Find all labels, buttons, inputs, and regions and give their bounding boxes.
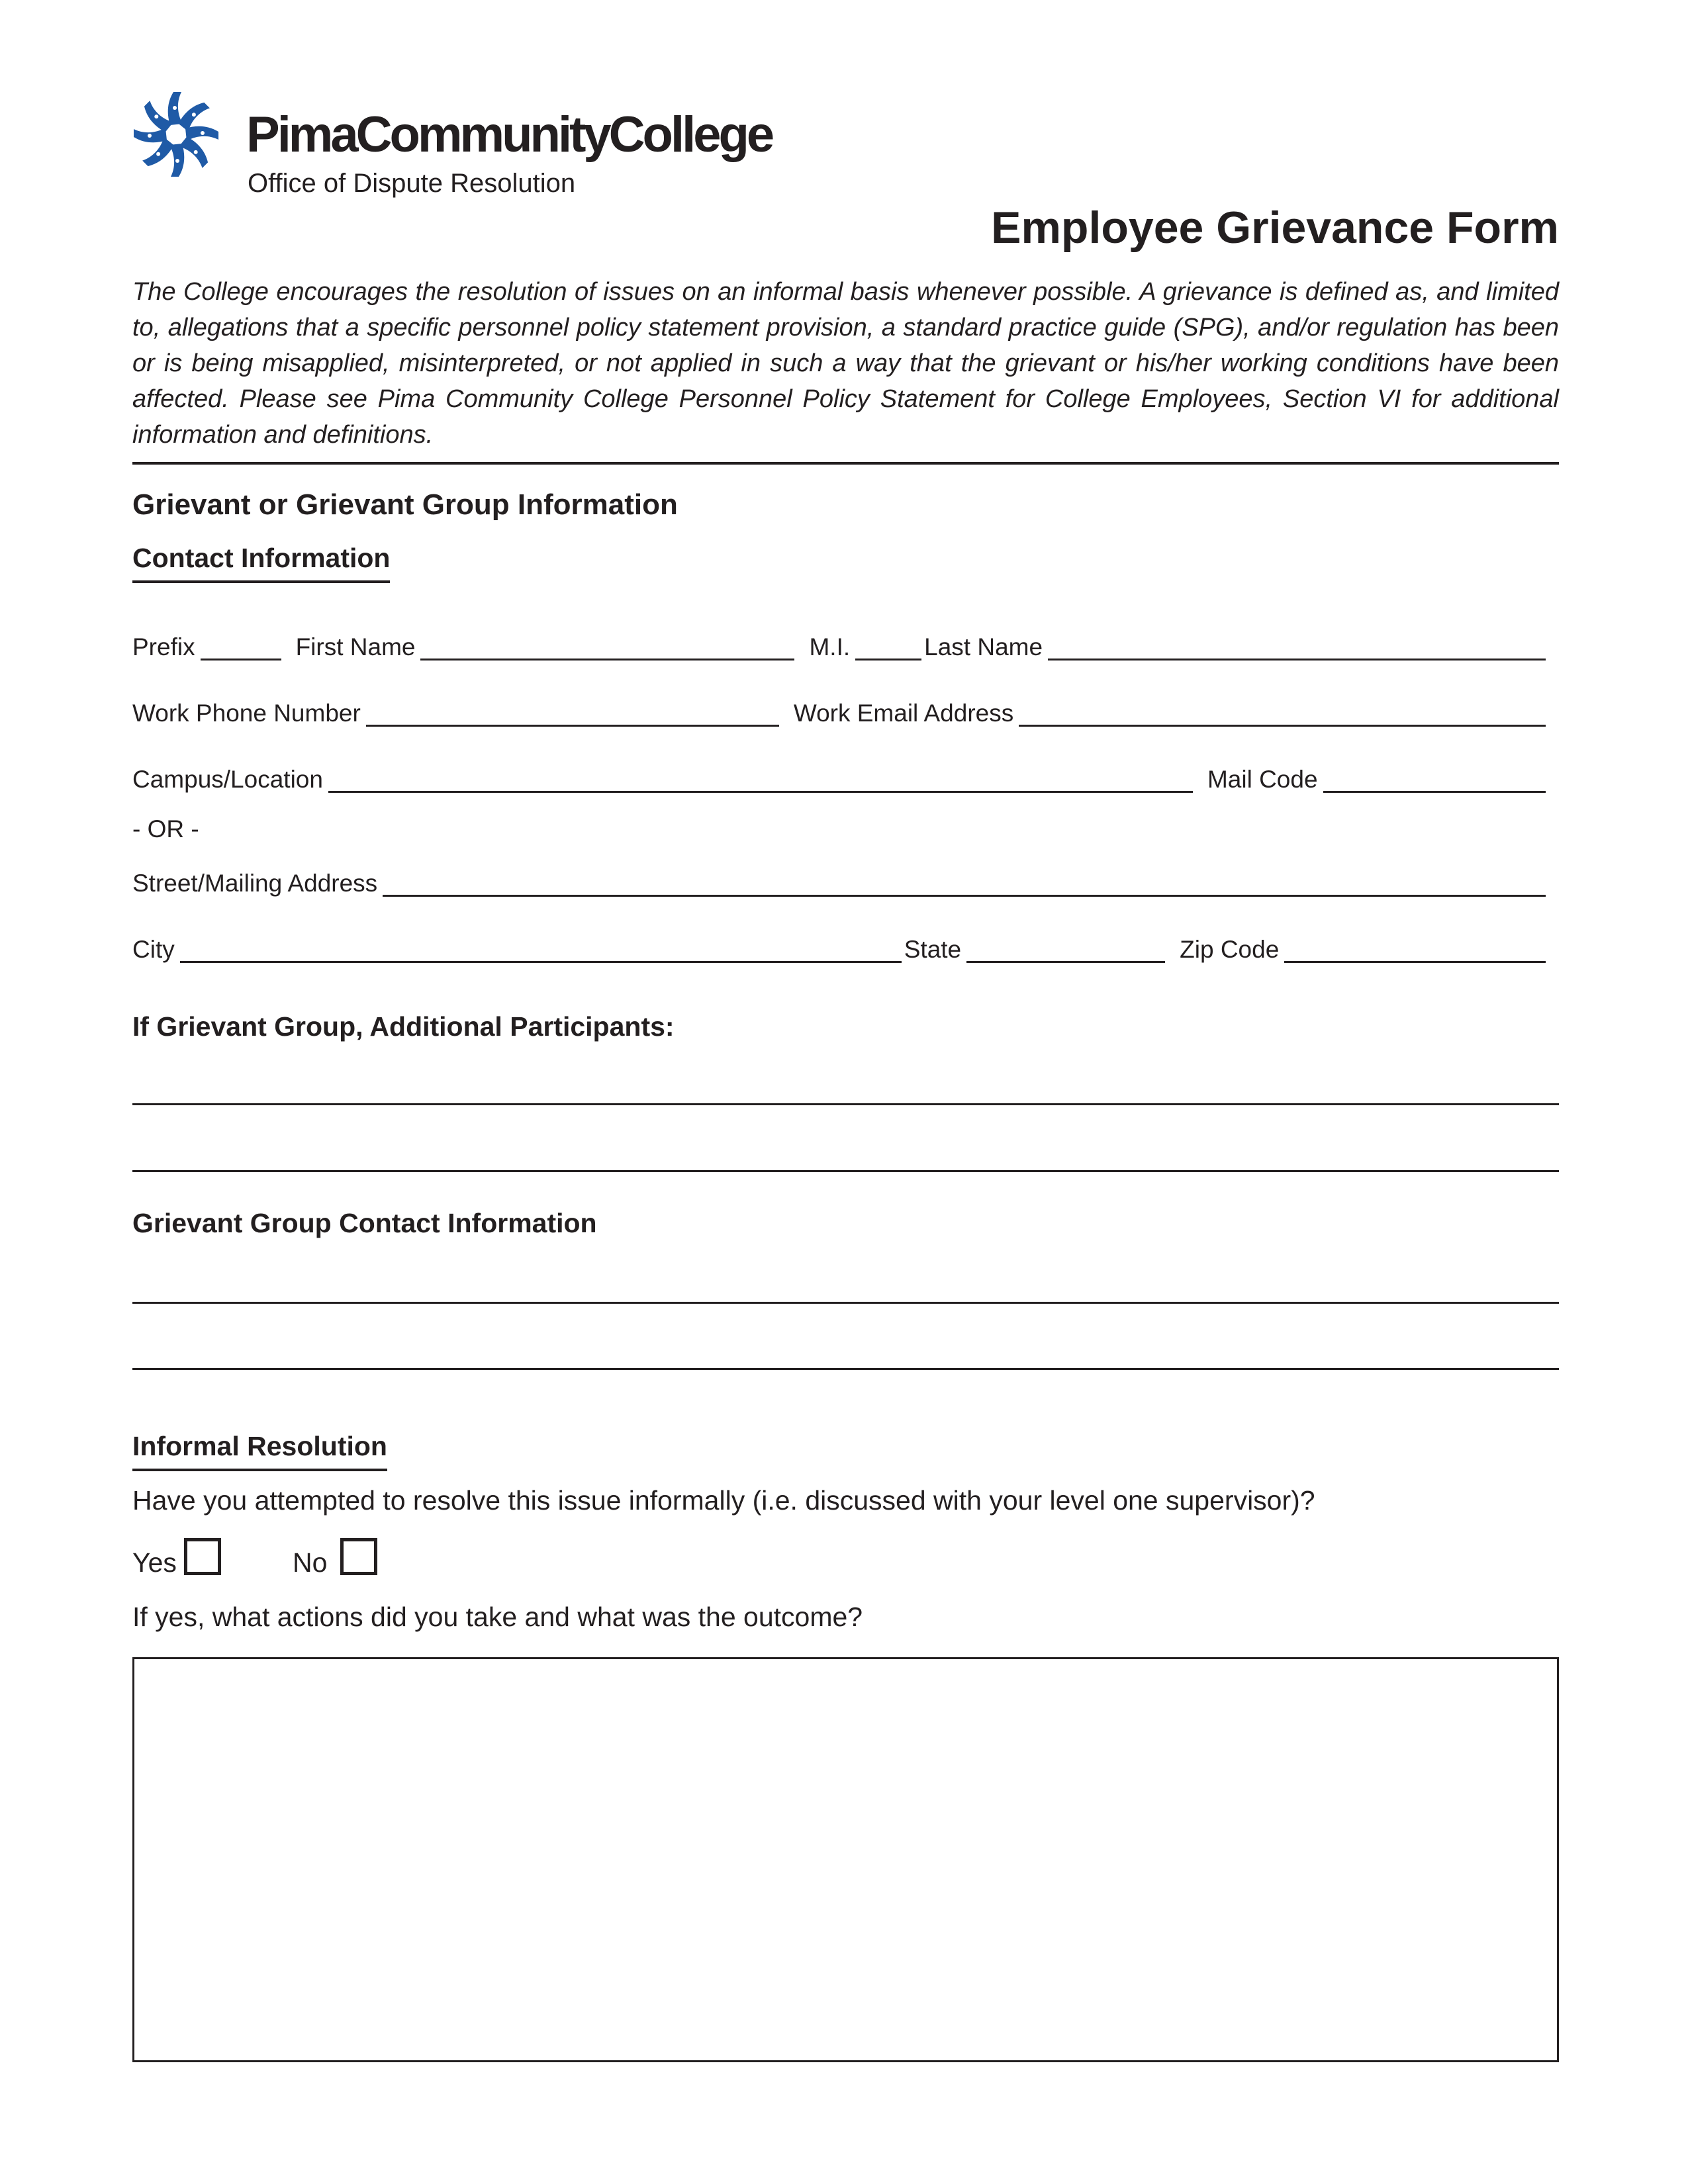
mi-field[interactable] xyxy=(855,632,921,660)
mail-code-field[interactable] xyxy=(1323,764,1546,793)
form-title: Employee Grievance Form xyxy=(991,203,1559,253)
city-label: City xyxy=(132,936,175,963)
city-field[interactable] xyxy=(180,934,902,963)
group-contact-line-1[interactable] xyxy=(132,1302,1559,1304)
no-label: No xyxy=(293,1547,328,1578)
office-name: Office of Dispute Resolution xyxy=(248,169,576,198)
yes-checkbox[interactable] xyxy=(184,1538,221,1575)
campus-row xyxy=(132,760,1546,797)
participants-line-1[interactable] xyxy=(132,1103,1559,1105)
state-label: State xyxy=(904,936,962,963)
brand-name: PimaCommunityCollege xyxy=(246,107,773,163)
state-field[interactable] xyxy=(966,934,1165,963)
grievant-section-title: Grievant or Grievant Group Information xyxy=(132,488,678,521)
no-checkbox[interactable] xyxy=(340,1538,377,1575)
street-row xyxy=(132,864,1546,901)
work-contact-row xyxy=(132,694,1546,731)
zip-field[interactable] xyxy=(1284,934,1546,963)
section-divider xyxy=(132,462,1559,465)
participants-heading: If Grievant Group, Additional Participants: xyxy=(132,1011,675,1042)
yes-label: Yes xyxy=(132,1547,177,1578)
work-phone-label: Work Phone Number xyxy=(132,700,361,727)
campus-label: Campus/Location xyxy=(132,766,323,793)
or-separator: - OR - xyxy=(132,815,199,842)
first-name-label: First Name xyxy=(295,633,416,660)
prefix-label: Prefix xyxy=(132,633,195,660)
followup-question: If yes, what actions did you take and what was the outcome? xyxy=(132,1602,863,1632)
group-contact-heading: Grievant Group Contact Information xyxy=(132,1208,597,1238)
college-logo-icon xyxy=(130,88,222,181)
group-contact-line-2[interactable] xyxy=(132,1368,1559,1370)
informal-resolution-heading: Informal Resolution xyxy=(132,1431,387,1471)
outcome-textarea[interactable] xyxy=(132,1657,1559,2062)
first-name-field[interactable] xyxy=(420,632,794,660)
work-phone-field[interactable] xyxy=(366,698,779,727)
zip-label: Zip Code xyxy=(1180,936,1280,963)
work-email-label: Work Email Address xyxy=(793,700,1014,727)
informal-question: Have you attempted to resolve this issue informally (i.e. discussed with your level one supervisor)? xyxy=(132,1485,1315,1516)
intro-paragraph: The College encourages the resolution of issues on an informal basis whenever possible. A grievance is defined as, and limited to, allegations that a specific personnel policy statement provision, a standard practice guide (SPG), and/or regulation has been or is being misapplied, misinterpreted, or not applied in such a way that the grievant or his/her working conditions have been affected. Please see Pima Community College Personnel Policy Statement for College Employees, Section VI for additional information and definitions. xyxy=(132,278,1559,449)
participants-line-2[interactable] xyxy=(132,1170,1559,1172)
last-name-label: Last Name xyxy=(924,633,1043,660)
city-state-zip-row xyxy=(132,930,1546,967)
street-field[interactable] xyxy=(383,868,1546,897)
name-row xyxy=(132,627,1546,664)
mi-label: M.I. xyxy=(809,633,851,660)
contact-info-heading: Contact Information xyxy=(132,543,390,583)
prefix-field[interactable] xyxy=(201,632,281,660)
work-email-field[interactable] xyxy=(1019,698,1546,727)
street-label: Street/Mailing Address xyxy=(132,870,378,897)
mail-code-label: Mail Code xyxy=(1207,766,1318,793)
campus-field[interactable] xyxy=(328,764,1193,793)
last-name-field[interactable] xyxy=(1048,632,1546,660)
